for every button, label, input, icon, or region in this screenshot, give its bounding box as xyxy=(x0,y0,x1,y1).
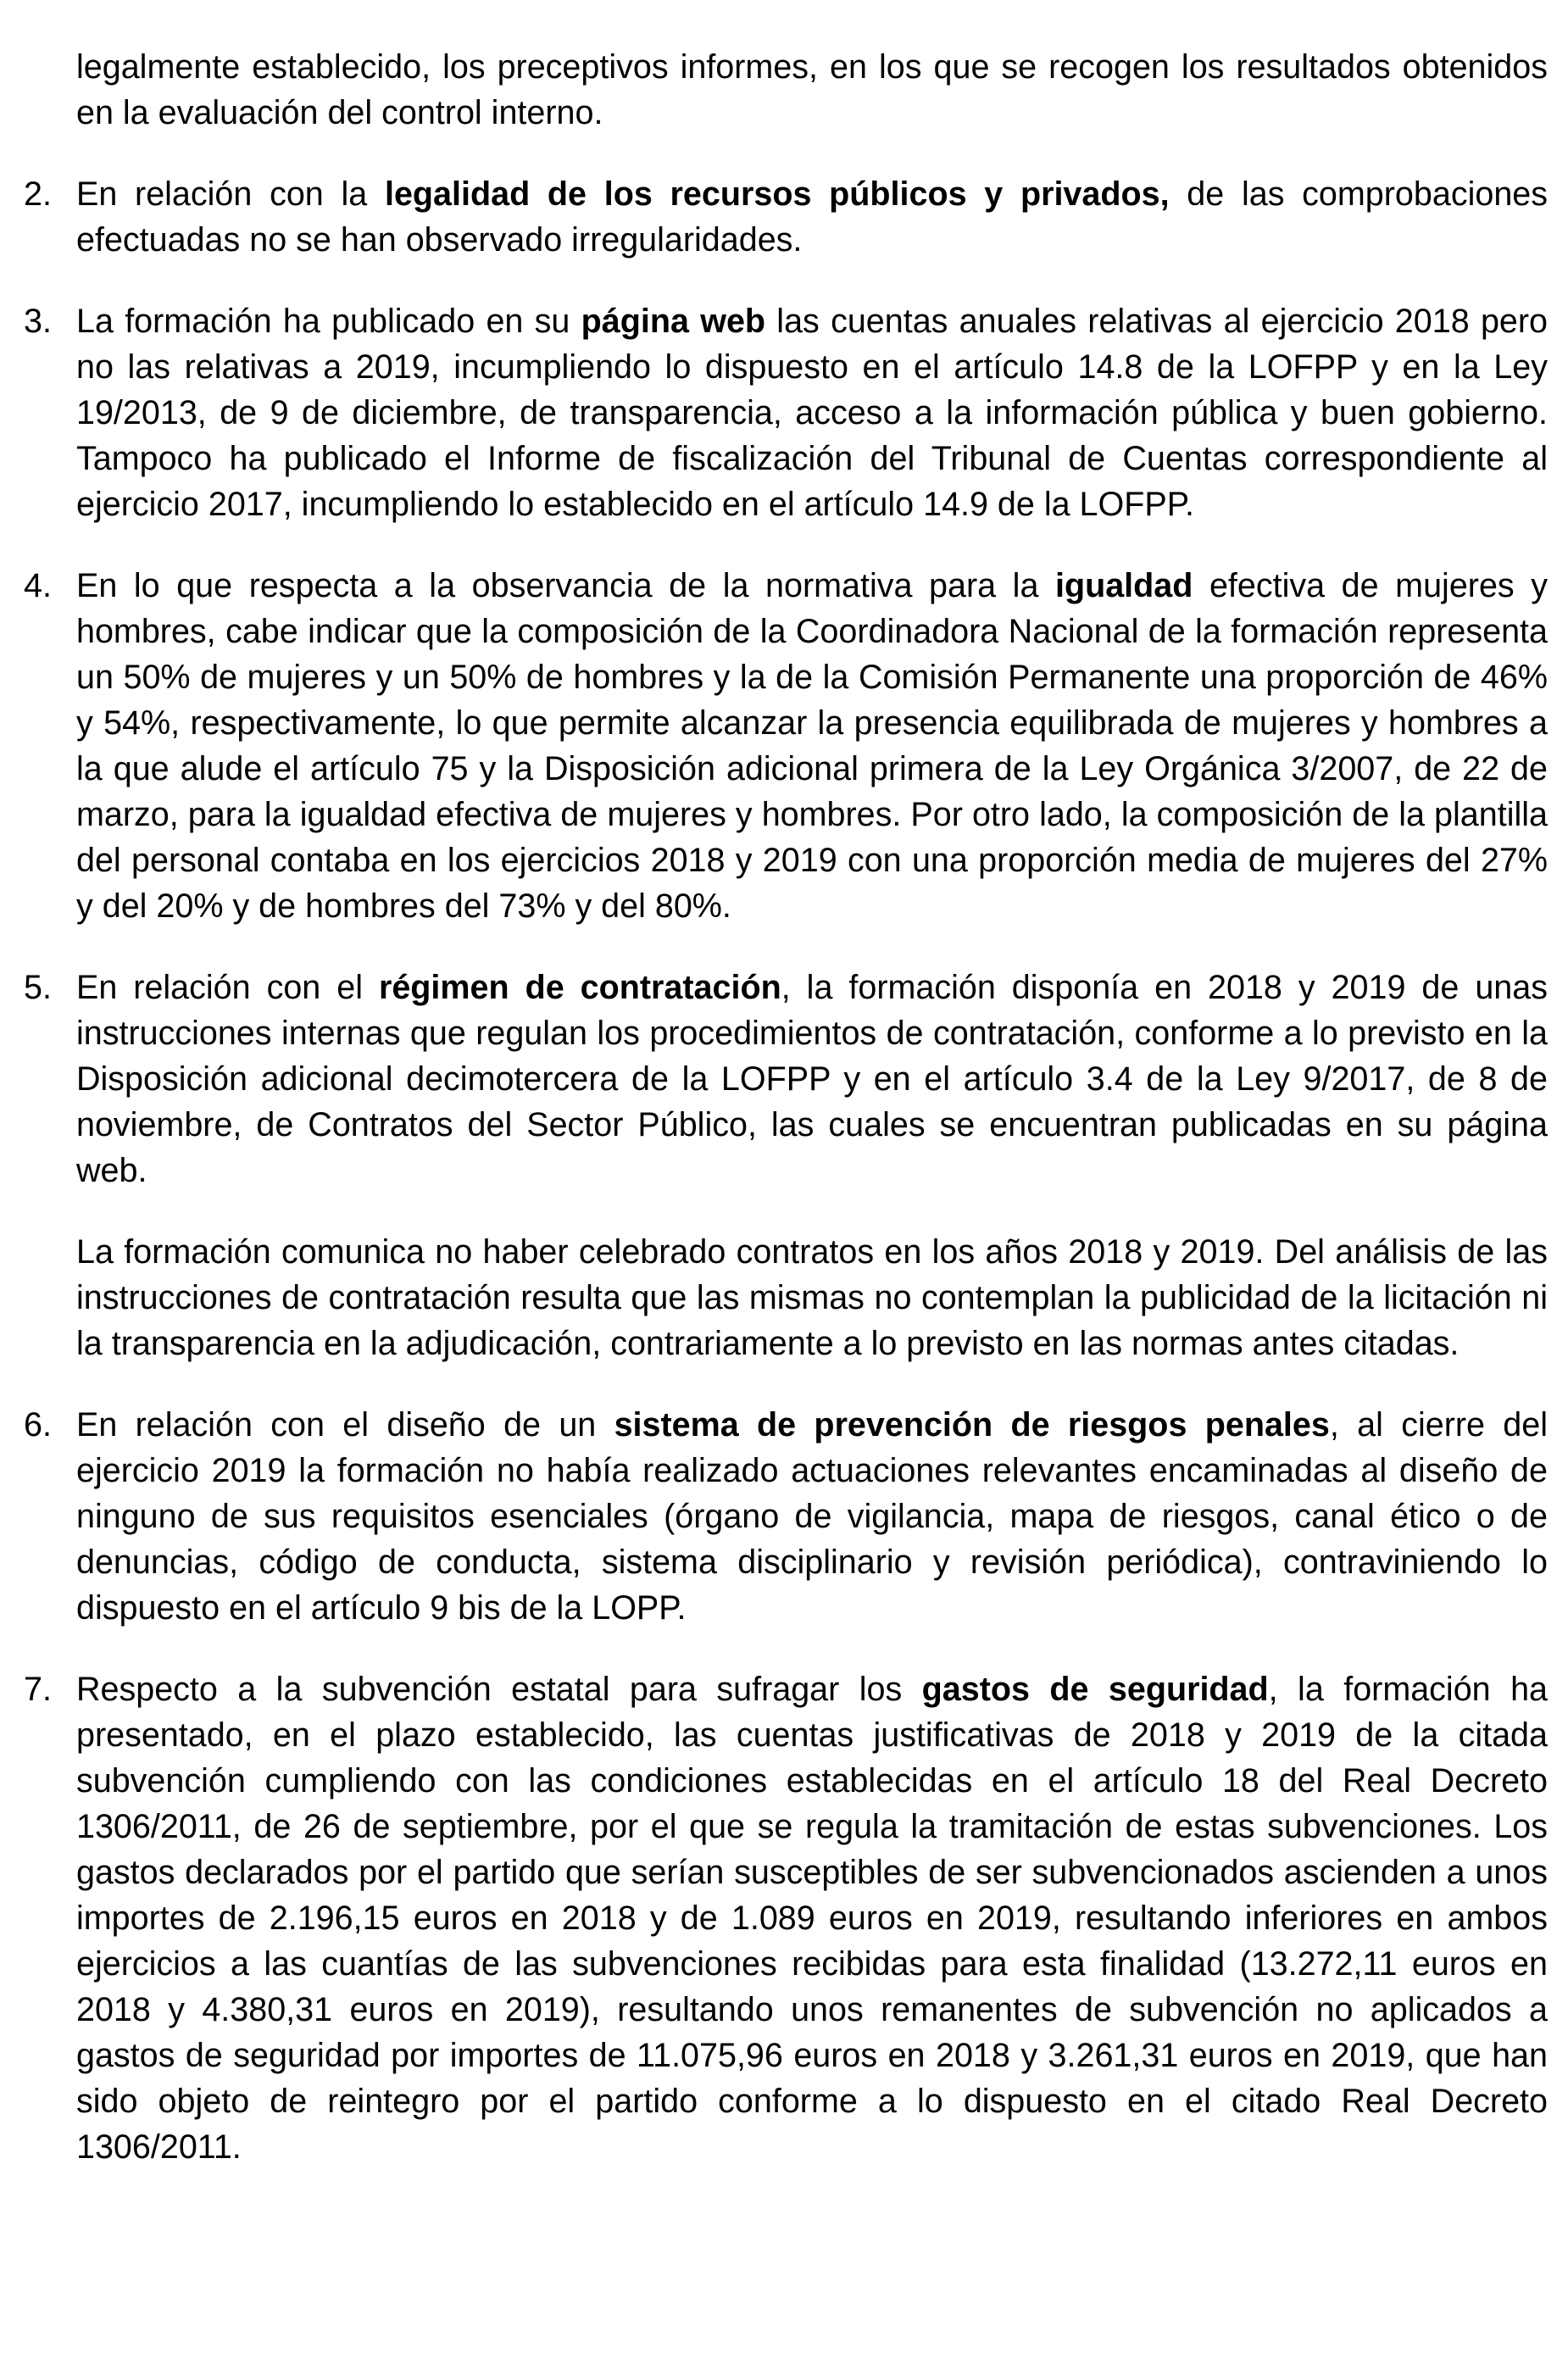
list-item-4 xyxy=(24,563,1548,929)
item-keyword: régimen de contratación xyxy=(378,969,781,1006)
item-paragraph: En relación con el régimen de contratación, la formación disponía en 2018 y 2019 de unas instrucciones internas que regulan los procedimientos de contratación, conforme a lo previsto en la Disposición adicional decimotercera de la LOFPP y en el artículo 3.4 de la Ley 9/2017, de 8 de noviembre, de Contratos del Sector Público, las cuales se encuentran publicadas en su página web. xyxy=(76,969,1548,1189)
item-keyword: sistema de prevención de riesgos penales xyxy=(614,1406,1330,1444)
item-number: 2. xyxy=(24,175,52,213)
list-item-3 xyxy=(24,298,1548,527)
item-keyword: igualdad xyxy=(1054,567,1193,604)
item-number: 7. xyxy=(24,1671,52,1708)
item-keyword: página web xyxy=(581,303,766,340)
item-sub-paragraph: La formación comunica no haber celebrado contratos en los años 2018 y 2019. Del análisis de las instrucciones de contratación resulta que las mismas no contemplan la publicidad de la licitación ni la transparencia en la adjudicación, contrariamente a lo previsto en las normas antes citadas. xyxy=(76,1233,1548,1362)
item-paragraph: En relación con el diseño de un sistema de prevención de riesgos penales, al cierre del ejercicio 2019 la formación no había realizado actuaciones relevantes encaminadas al diseño de ninguno de sus requisitos esenciales (órgano de vigilancia, mapa de riesgos, canal ético o de denuncias, código de conducta, sistema disciplinario y revisión periódica), contraviniendo lo dispuesto en el artículo 9 bis de la LOPP. xyxy=(76,1406,1549,1627)
item-number: 6. xyxy=(24,1406,52,1444)
item-keyword: legalidad de los recursos públicos y privados, xyxy=(384,175,1170,213)
item-paragraph: La formación ha publicado en su página web las cuentas anuales relativas al ejercicio 2018 pero no las relativas a 2019, incumpliendo lo dispuesto en el artículo 14.8 de la LOFPP y en la Ley 19/2013, de 9 de diciembre, de transparencia, acceso a la información pública y buen gobierno. Tampoco ha publicado el Informe de fiscalización del Tribunal de Cuentas correspondiente al ejercicio 2017, incumpliendo lo establecido en el artículo 14.9 de la LOFPP. xyxy=(76,303,1548,523)
item-paragraph: En relación con la legalidad de los recursos públicos y privados, de las comprobaciones efectuadas no se han observado irregularidades. xyxy=(76,175,1549,259)
item-number: 4. xyxy=(24,567,52,604)
list-item-5 xyxy=(24,965,1548,1366)
list-item-7 xyxy=(24,1666,1549,2170)
list-item-6 xyxy=(24,1402,1549,1631)
item-paragraph: En lo que respecta a la observancia de la normativa para la igualdad efectiva de mujeres y hombres, cabe indicar que la composición de la Coordinadora Nacional de la formación representa un 50% de mujeres y un 50% de hombres y la de la Comisión Permanente una proporción de 46% y 54%, respectivamente, lo que permite alcanzar la presencia equilibrada de mujeres y hombres a la que alude el artículo 75 y la Disposición adicional primera de la Ley Orgánica 3/2007, de 22 de marzo, para la igualdad efectiva de mujeres y hombres. Por otro lado, la composición de la plantilla del personal contaba en los ejercicios 2018 y 2019 con una proporción media de mujeres del 27% y del 20% y de hombres del 73% y del 80%. xyxy=(76,567,1548,925)
intro-paragraph: legalmente establecido, los preceptivos informes, en los que se recogen los resultados obtenidos en la evaluación del control interno. xyxy=(76,48,1548,131)
document-page xyxy=(24,44,1549,2206)
item-paragraph: Respecto a la subvención estatal para sufragar los gastos de seguridad, la formación ha presentado, en el plazo establecido, las cuentas justificativas de 2018 y 2019 de la citada subvención cumpliendo con las condiciones establecidas en el artículo 18 del Real Decreto 1306/2011, de 26 de septiembre, por el que se regula la tramitación de estas subvenciones. Los gastos declarados por el partido que serían susceptibles de ser subvencionados ascienden a unos importes de 2.196,15 euros en 2018 y de 1.089 euros en 2019, resultando inferiores en ambos ejercicios a las cuantías de las subvenciones recibidas para esta finalidad (13.272,11 euros en 2018 y 4.380,31 euros en 2019), resultando unos remanentes de subvención no aplicados a gastos de seguridad por importes de 11.075,96 euros en 2018 y 3.261,31 euros en 2019, que han sido objeto de reintegro por el partido conforme a lo dispuesto en el citado Real Decreto 1306/2011. xyxy=(76,1671,1549,2166)
item-number: 3. xyxy=(24,303,52,340)
item-keyword: gastos de seguridad xyxy=(921,1671,1269,1708)
item-number: 5. xyxy=(24,969,52,1006)
list-item-2 xyxy=(24,171,1549,263)
